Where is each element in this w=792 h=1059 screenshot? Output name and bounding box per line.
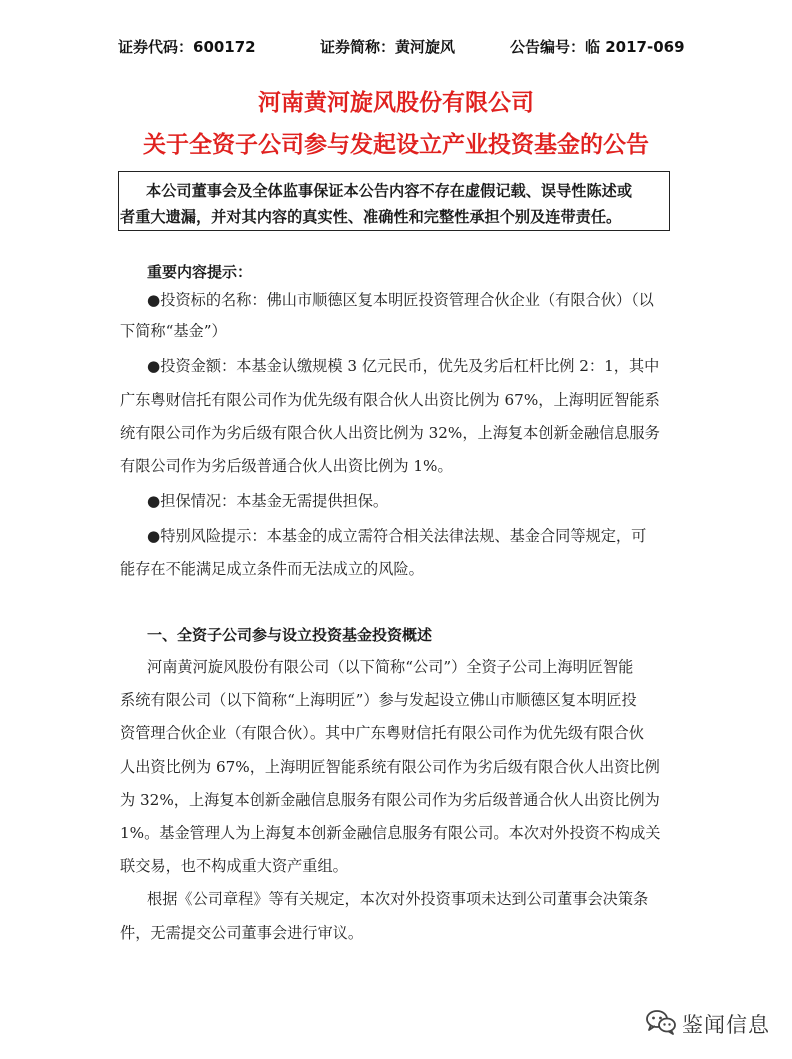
stock-code: 证券代码：600172 <box>118 38 256 56</box>
highlights-heading: 重要内容提示： <box>147 263 253 281</box>
body-line: 资管理合伙企业（有限合伙）。其中广东粤财信托有限公司作为优先级有限合伙 <box>120 724 644 742</box>
announcement-title: 关于全资子公司参与发起设立产业投资基金的公告 <box>143 132 649 158</box>
watermark-text: 鉴闻信息 <box>682 1013 770 1037</box>
highlight-line: 统有限公司作为劣后级有限合伙人出资比例为 32%，上海复本创新金融信息服务 <box>120 424 660 442</box>
section-1-heading: 一、全资子公司参与设立投资基金投资概述 <box>147 626 433 644</box>
highlight-line: ●担保情况：本基金无需提供担保。 <box>147 492 389 510</box>
company-title: 河南黄河旋风股份有限公司 <box>258 90 534 116</box>
highlight-line: 广东粤财信托有限公司作为优先级有限合伙人出资比例为 67%，上海明匠智能系 <box>120 391 660 409</box>
notice-number: 公告编号：临 2017-069 <box>510 38 685 56</box>
highlight-line: ●投资金额：本基金认缴规模 3 亿元民币，优先及劣后杠杆比例 2：1，其中 <box>147 357 660 375</box>
body-line: 根据《公司章程》等有关规定，本次对外投资事项未达到公司董事会决策条 <box>147 890 649 908</box>
watermark <box>646 1009 770 1039</box>
stock-abbreviation: 证券简称：黄河旋风 <box>320 38 456 56</box>
highlight-line: 能存在不能满足成立条件而无法成立的风险。 <box>120 560 424 578</box>
body-line: 系统有限公司（以下简称“上海明匠”）参与发起设立佛山市顺德区复本明匠投 <box>120 691 637 709</box>
body-line: 联交易，也不构成重大资产重组。 <box>120 857 348 875</box>
highlight-line: ●投资标的名称：佛山市顺德区复本明匠投资管理合伙企业（有限合伙）（以 <box>147 291 654 309</box>
body-line: 人出资比例为 67%，上海明匠智能系统有限公司作为劣后级有限合伙人出资比例 <box>120 758 660 776</box>
board-statement-line-2: 者重大遗漏，并对其内容的真实性、准确性和完整性承担个别及连带责任。 <box>120 208 622 226</box>
body-line: 1%。基金管理人为上海复本创新金融信息服务有限公司。本次对外投资不构成关 <box>120 824 661 842</box>
body-line: 件，无需提交公司董事会进行审议。 <box>120 924 363 942</box>
body-line: 为 32%，上海复本创新金融信息服务有限公司作为劣后级普通合伙人出资比例为 <box>120 791 660 809</box>
highlight-line: 有限公司作为劣后级普通合伙人出资比例为 1%。 <box>120 457 453 475</box>
document-header <box>118 36 685 58</box>
highlight-line: ●特别风险提示：本基金的成立需符合相关法律法规、基金合同等规定，可 <box>147 527 647 545</box>
highlight-line: 下简称“基金”） <box>120 322 227 340</box>
body-line: 河南黄河旋风股份有限公司（以下简称“公司”）全资子公司上海明匠智能 <box>147 658 634 676</box>
wechat-icon <box>646 1009 676 1039</box>
board-statement-line-1: 本公司董事会及全体监事保证本公告内容不存在虚假记载、误导性陈述或 <box>146 182 632 200</box>
